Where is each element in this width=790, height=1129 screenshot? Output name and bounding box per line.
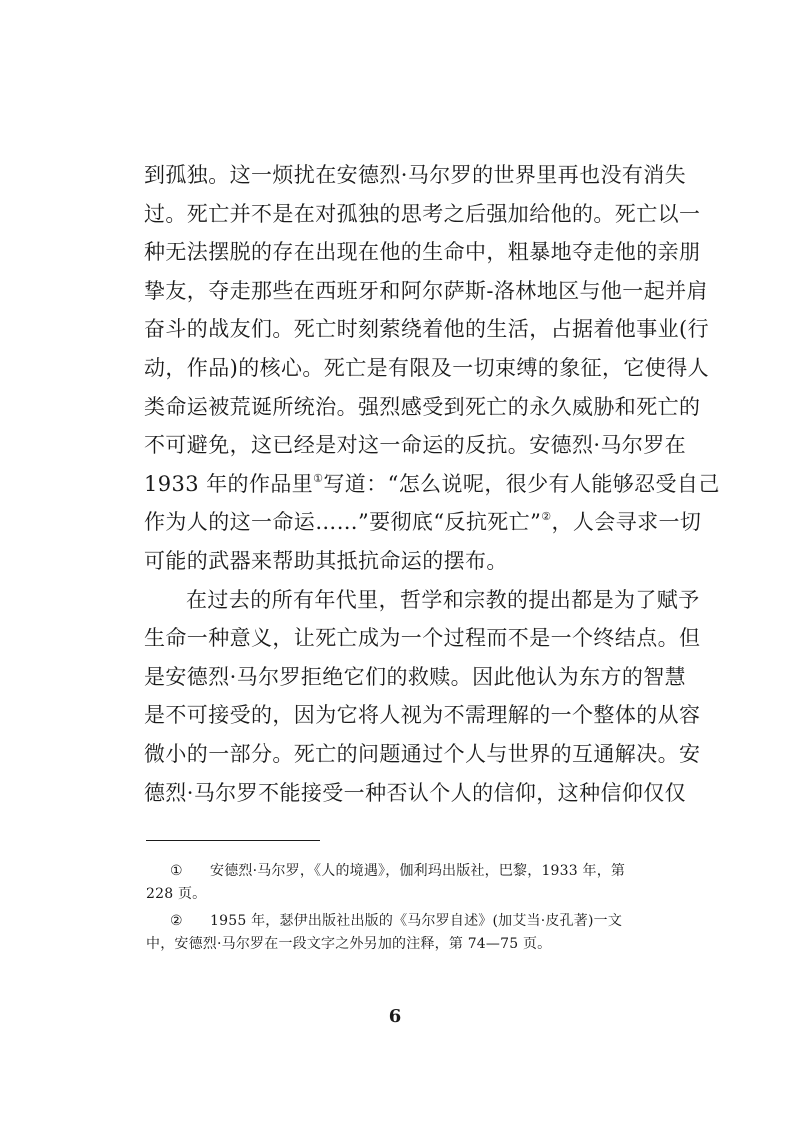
footnote-ref-1[interactable]: ① <box>313 471 324 485</box>
text-line: 德烈·马尔罗不能接受一种否认个人的信仰，这种信仰仅仅 <box>144 780 687 805</box>
body-text <box>144 156 720 812</box>
text-line: 类命运被荒诞所统治。强烈感受到死亡的永久威胁和死亡的 <box>144 394 701 419</box>
footnotes <box>146 860 666 960</box>
text-line: 可能的武器来帮助其抵抗命运的摆布。 <box>144 548 508 573</box>
footnote-continuation: 中，安德烈·马尔罗在一段文字之外另加的注释，第 74—75 页。 <box>146 936 552 952</box>
text-segment: ，人会寻求一切 <box>551 510 702 535</box>
text-line: 到孤独。这一烦扰在安德烈·马尔罗的世界里再也没有消失 <box>144 163 687 187</box>
page-number: 6 <box>388 1006 402 1027</box>
text-line <box>144 465 720 504</box>
text-segment: 1933 年的作品里 <box>144 471 314 496</box>
text-line: 过。死亡并不是在对孤独的思考之后强加给他的。死亡以一 <box>144 201 701 226</box>
text-line: 奋斗的战友们。死亡时刻萦绕着他的生活，占据着他事业(行 <box>144 317 709 342</box>
text-line: 不可避免，这已经是对这一命运的反抗。安德烈·马尔罗在 <box>144 433 687 458</box>
footnote-text: 1955 年，瑟伊出版社出版的《马尔罗自述》(加艾当·皮孔著)一文 <box>210 913 623 929</box>
text-segment: 写道：“怎么说呢，很少有人能够忍受自己 <box>323 471 720 496</box>
footnote-first-line <box>146 860 666 883</box>
text-line: 挚友，夺走那些在西班牙和阿尔萨斯-洛林地区与他一起并肩 <box>144 278 708 303</box>
text-line: 是安德烈·马尔罗拒绝它们的救赎。因此他认为东方的智慧 <box>144 664 687 689</box>
footnote-continuation: 228 页。 <box>146 886 207 902</box>
text-line: 微小的一部分。死亡的问题通过个人与世界的互通解决。安 <box>144 741 701 766</box>
footnote-mark: ① <box>170 863 183 879</box>
footnote-1 <box>146 860 666 906</box>
text-line: 动，作品)的核心。死亡是有限及一切束缚的象征，它使得人 <box>144 355 709 380</box>
text-line: 生命一种意义，让死亡成为一个过程而不是一个终结点。但 <box>144 626 701 651</box>
paragraph-start-line: 在过去的所有年代里，哲学和宗教的提出都是为了赋予 <box>186 587 700 612</box>
footnote-text: 安德烈·马尔罗，《人的境遇》，伽利玛出版社，巴黎，1933 年，第 <box>210 863 626 879</box>
text-segment: 作为人的这一命运……”要彻底“反抗死亡” <box>144 510 542 535</box>
footnote-separator <box>146 840 320 841</box>
footnote-mark: ② <box>170 913 183 929</box>
text-line <box>144 503 702 542</box>
text-line: 种无法摆脱的存在出现在他的生命中，粗暴地夺走他的亲朋 <box>144 240 701 265</box>
footnote-ref-2[interactable]: ② <box>541 510 552 524</box>
footnote-first-line <box>146 910 666 933</box>
footnote-2 <box>146 910 666 956</box>
text-line: 是不可接受的，因为它将人视为不需理解的一个整体的从容 <box>144 703 701 728</box>
